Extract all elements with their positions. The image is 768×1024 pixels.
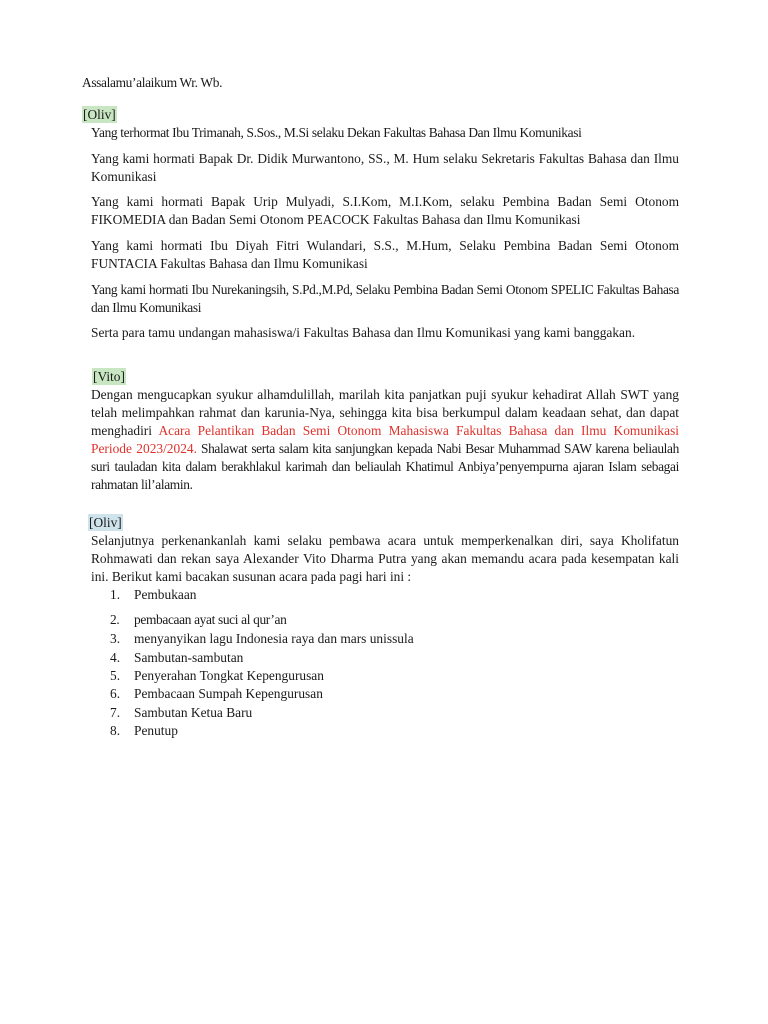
agenda-item-number: 2. <box>110 612 120 627</box>
agenda-item-number: 1. <box>110 587 121 602</box>
salutation-advisor-funtacia: Yang kami hormati Ibu Diyah Fitri Wulandari, S.S., M.Hum, Selaku Pembina Badan Semi Otonom FUNTACIA Fakultas Bahasa dan Ilmu Komunikasi <box>91 238 679 271</box>
agenda-item-text: Sambutan Ketua Baru <box>134 705 253 720</box>
salutation-secretary: Yang kami hormati Bapak Dr. Didik Murwantono, SS., M. Hum selaku Sekretaris Fakultas Bahasa dan Ilmu Komunikasi <box>91 151 679 184</box>
speaker-tag-oliv-label: [Oliv] <box>83 107 116 122</box>
salutation-guests: Serta para tamu undangan mahasiswa/i Fakultas Bahasa dan Ilmu Komunikasi yang kami banggakan. <box>91 325 636 340</box>
agenda-item <box>110 586 196 604</box>
agenda-item-number: 3. <box>110 631 121 646</box>
agenda-item <box>110 667 324 685</box>
speaker-tag-vito-label: [Vito] <box>93 369 125 384</box>
agenda-item <box>110 611 286 629</box>
agenda-item-text: pembacaan ayat suci al qur’an <box>134 612 287 627</box>
agenda-item-text: Penutup <box>134 723 178 738</box>
speaker-tag-oliv-2-label: [Oliv] <box>89 515 122 530</box>
agenda-item-text: Pembukaan <box>134 587 197 602</box>
agenda-item-text: Penyerahan Tongkat Kepengurusan <box>134 668 324 683</box>
salutation-advisor-spelic: Yang kami hormati Ibu Nurekaningsih, S.Pd.,M.Pd, Selaku Pembina Badan Semi Otonom SPELIC Fakultas Bahasa dan Ilmu Komunikasi <box>91 282 679 315</box>
vito-paragraph-closing: Shalawat serta salam kita sanjungkan kepada Nabi Besar Muhammad SAW karena beliaulah suri tauladan kita dalam berakhlakul karimah dan beliaulah Khatimul Anbiya’penyempurna ajaran Islam sebagai rahmatan lil’alamin. <box>91 441 679 492</box>
agenda-item <box>110 685 323 703</box>
agenda-item-number: 5. <box>110 668 121 683</box>
speaker-tag-oliv-2 <box>88 514 123 532</box>
salutation-dean: Yang terhormat Ibu Trimanah, S.Sos., M.Si selaku Dekan Fakultas Bahasa Dan Ilmu Komunikasi <box>91 125 582 140</box>
agenda-item <box>110 704 252 722</box>
agenda-item-text: Sambutan-sambutan <box>134 650 244 665</box>
oliv-introduction-paragraph: Selanjutnya perkenankanlah kami selaku pembawa acara untuk memperkenalkan diri, saya Kholifatun Rohmawati dan rekan saya Alexander Vito Dharma Putra yang akan memandu acara pada kesempatan kali ini. Berikut kami bacakan susunan acara pada pagi hari ini : <box>91 533 679 584</box>
agenda-item-number: 8. <box>110 723 121 738</box>
agenda-item-number: 4. <box>110 650 121 665</box>
speaker-tag-oliv <box>82 106 117 124</box>
agenda-item-number: 6. <box>110 686 121 701</box>
event-name-highlight: Acara Pelantikan Badan Semi Otonom Mahasiswa Fakultas Bahasa dan Ilmu Komunikasi Periode 2023/2024. <box>91 423 679 456</box>
speaker-tag-vito <box>92 368 126 386</box>
vito-paragraph-intro: Dengan mengucapkan syukur alhamdulillah, marilah kita panjatkan puji syukur kehadirat Allah SWT yang telah melimpahkan rahmat dan karunia-Nya, sehingga kita bisa berkumpul dalam keadaan sehat, dan dapat menghadiri <box>91 387 679 438</box>
vito-opening-paragraph <box>91 386 679 494</box>
salutation-advisor-fikomedia: Yang kami hormati Bapak Urip Mulyadi, S.I.Kom, M.I.Kom, selaku Pembina Badan Semi Otonom FIKOMEDIA dan Badan Semi Otonom PEACOCK Fakultas Bahasa dan Ilmu Komunikasi <box>91 194 679 227</box>
agenda-item <box>110 649 243 667</box>
greeting: Assalamu’alaikum Wr. Wb. <box>82 75 223 90</box>
agenda-item <box>110 722 178 740</box>
agenda-item <box>110 630 414 648</box>
agenda-item-text: menyanyikan lagu Indonesia raya dan mars unissula <box>134 631 414 646</box>
agenda-item-text: Pembacaan Sumpah Kepengurusan <box>134 686 323 701</box>
agenda-item-number: 7. <box>110 705 121 720</box>
